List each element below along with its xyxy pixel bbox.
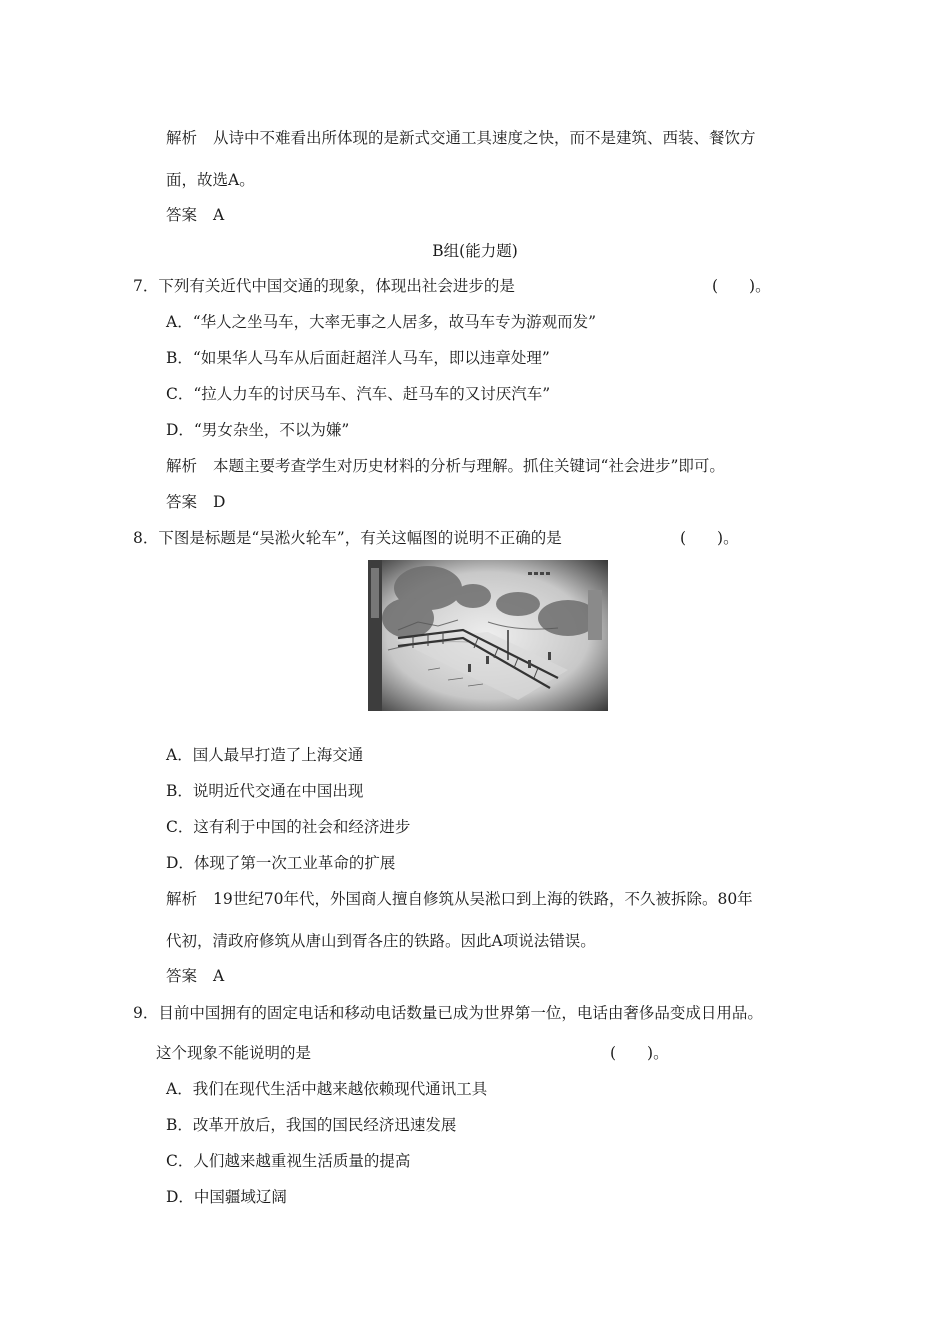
q8-answer	[166, 966, 224, 986]
analysis-label: 解析	[166, 457, 198, 475]
q8-option-b: B．说明近代交通在中国出现	[166, 782, 364, 800]
answer-value: A	[213, 206, 225, 224]
analysis-label: 解析	[166, 129, 198, 147]
q7-option-b: B．“如果华人马车从后面赶超洋人马车，即以违章处理”	[166, 349, 550, 367]
q9-option-c: C．人们越来越重视生活质量的提高	[166, 1152, 411, 1170]
q8-option-c: C．这有利于中国的社会和经济进步	[166, 818, 411, 836]
q8-option-d: D．体现了第一次工业革命的扩展	[166, 854, 396, 872]
q9-stem-cont: 这个现象不能说明的是	[156, 1044, 312, 1062]
answer-value: A	[213, 967, 225, 985]
q7-answer	[166, 492, 225, 512]
analysis-text: 本题主要考查学生对历史材料的分析与理解。抓住关键词“社会进步”即可。	[213, 457, 725, 475]
q7-analysis	[166, 456, 725, 476]
railway-engraving	[368, 560, 608, 711]
section-title: B组(能力题)	[432, 242, 518, 260]
answer-value: D	[213, 493, 226, 511]
q8-analysis-cont: 代初，清政府修筑从唐山到胥各庄的铁路。因此A项说法错误。	[166, 932, 596, 950]
q9-option-d: D．中国疆域辽阔	[166, 1188, 287, 1206]
q6-analysis-cont: 面，故选A。	[166, 171, 255, 189]
q7-option-d: D．“男女杂坐，不以为嫌”	[166, 421, 350, 439]
q7-option-c: C．“拉人力车的讨厌马车、汽车、赶马车的又讨厌汽车”	[166, 385, 551, 403]
answer-label: 答案	[166, 206, 198, 224]
analysis-text: 从诗中不难看出所体现的是新式交通工具速度之快，而不是建筑、西装、餐饮方	[213, 129, 756, 147]
q7-option-a: A．“华人之坐马车，大率无事之人居多，故马车专为游观而发”	[166, 313, 597, 331]
q8-answer-blank: ( )。	[680, 529, 739, 547]
q6-analysis	[166, 128, 756, 148]
q8-stem: 8．下图是标题是“吴淞火轮车”，有关这幅图的说明不正确的是	[133, 529, 562, 547]
answer-label: 答案	[166, 967, 198, 985]
q7-stem: 7．下列有关近代中国交通的现象，体现出社会进步的是	[133, 277, 515, 295]
q9-option-b: B．改革开放后，我国的国民经济迅速发展	[166, 1116, 457, 1134]
analysis-label: 解析	[166, 890, 198, 908]
q7-answer-blank: ( )。	[712, 277, 771, 295]
answer-label: 答案	[166, 493, 198, 511]
q8-analysis	[166, 889, 753, 909]
q9-option-a: A．我们在现代生活中越来越依赖现代通讯工具	[166, 1080, 488, 1098]
q6-answer	[166, 205, 224, 225]
analysis-text: 19世纪70年代，外国商人擅自修筑从吴淞口到上海的铁路，不久被拆除。80年	[213, 890, 753, 908]
q8-option-a: A．国人最早打造了上海交通	[166, 746, 364, 764]
q9-stem: 9．目前中国拥有的固定电话和移动电话数量已成为世界第一位，电话由奢侈品变成日用品。	[133, 1004, 763, 1022]
q9-answer-blank: ( )。	[610, 1044, 669, 1062]
woosung-railway-illustration	[368, 560, 608, 711]
